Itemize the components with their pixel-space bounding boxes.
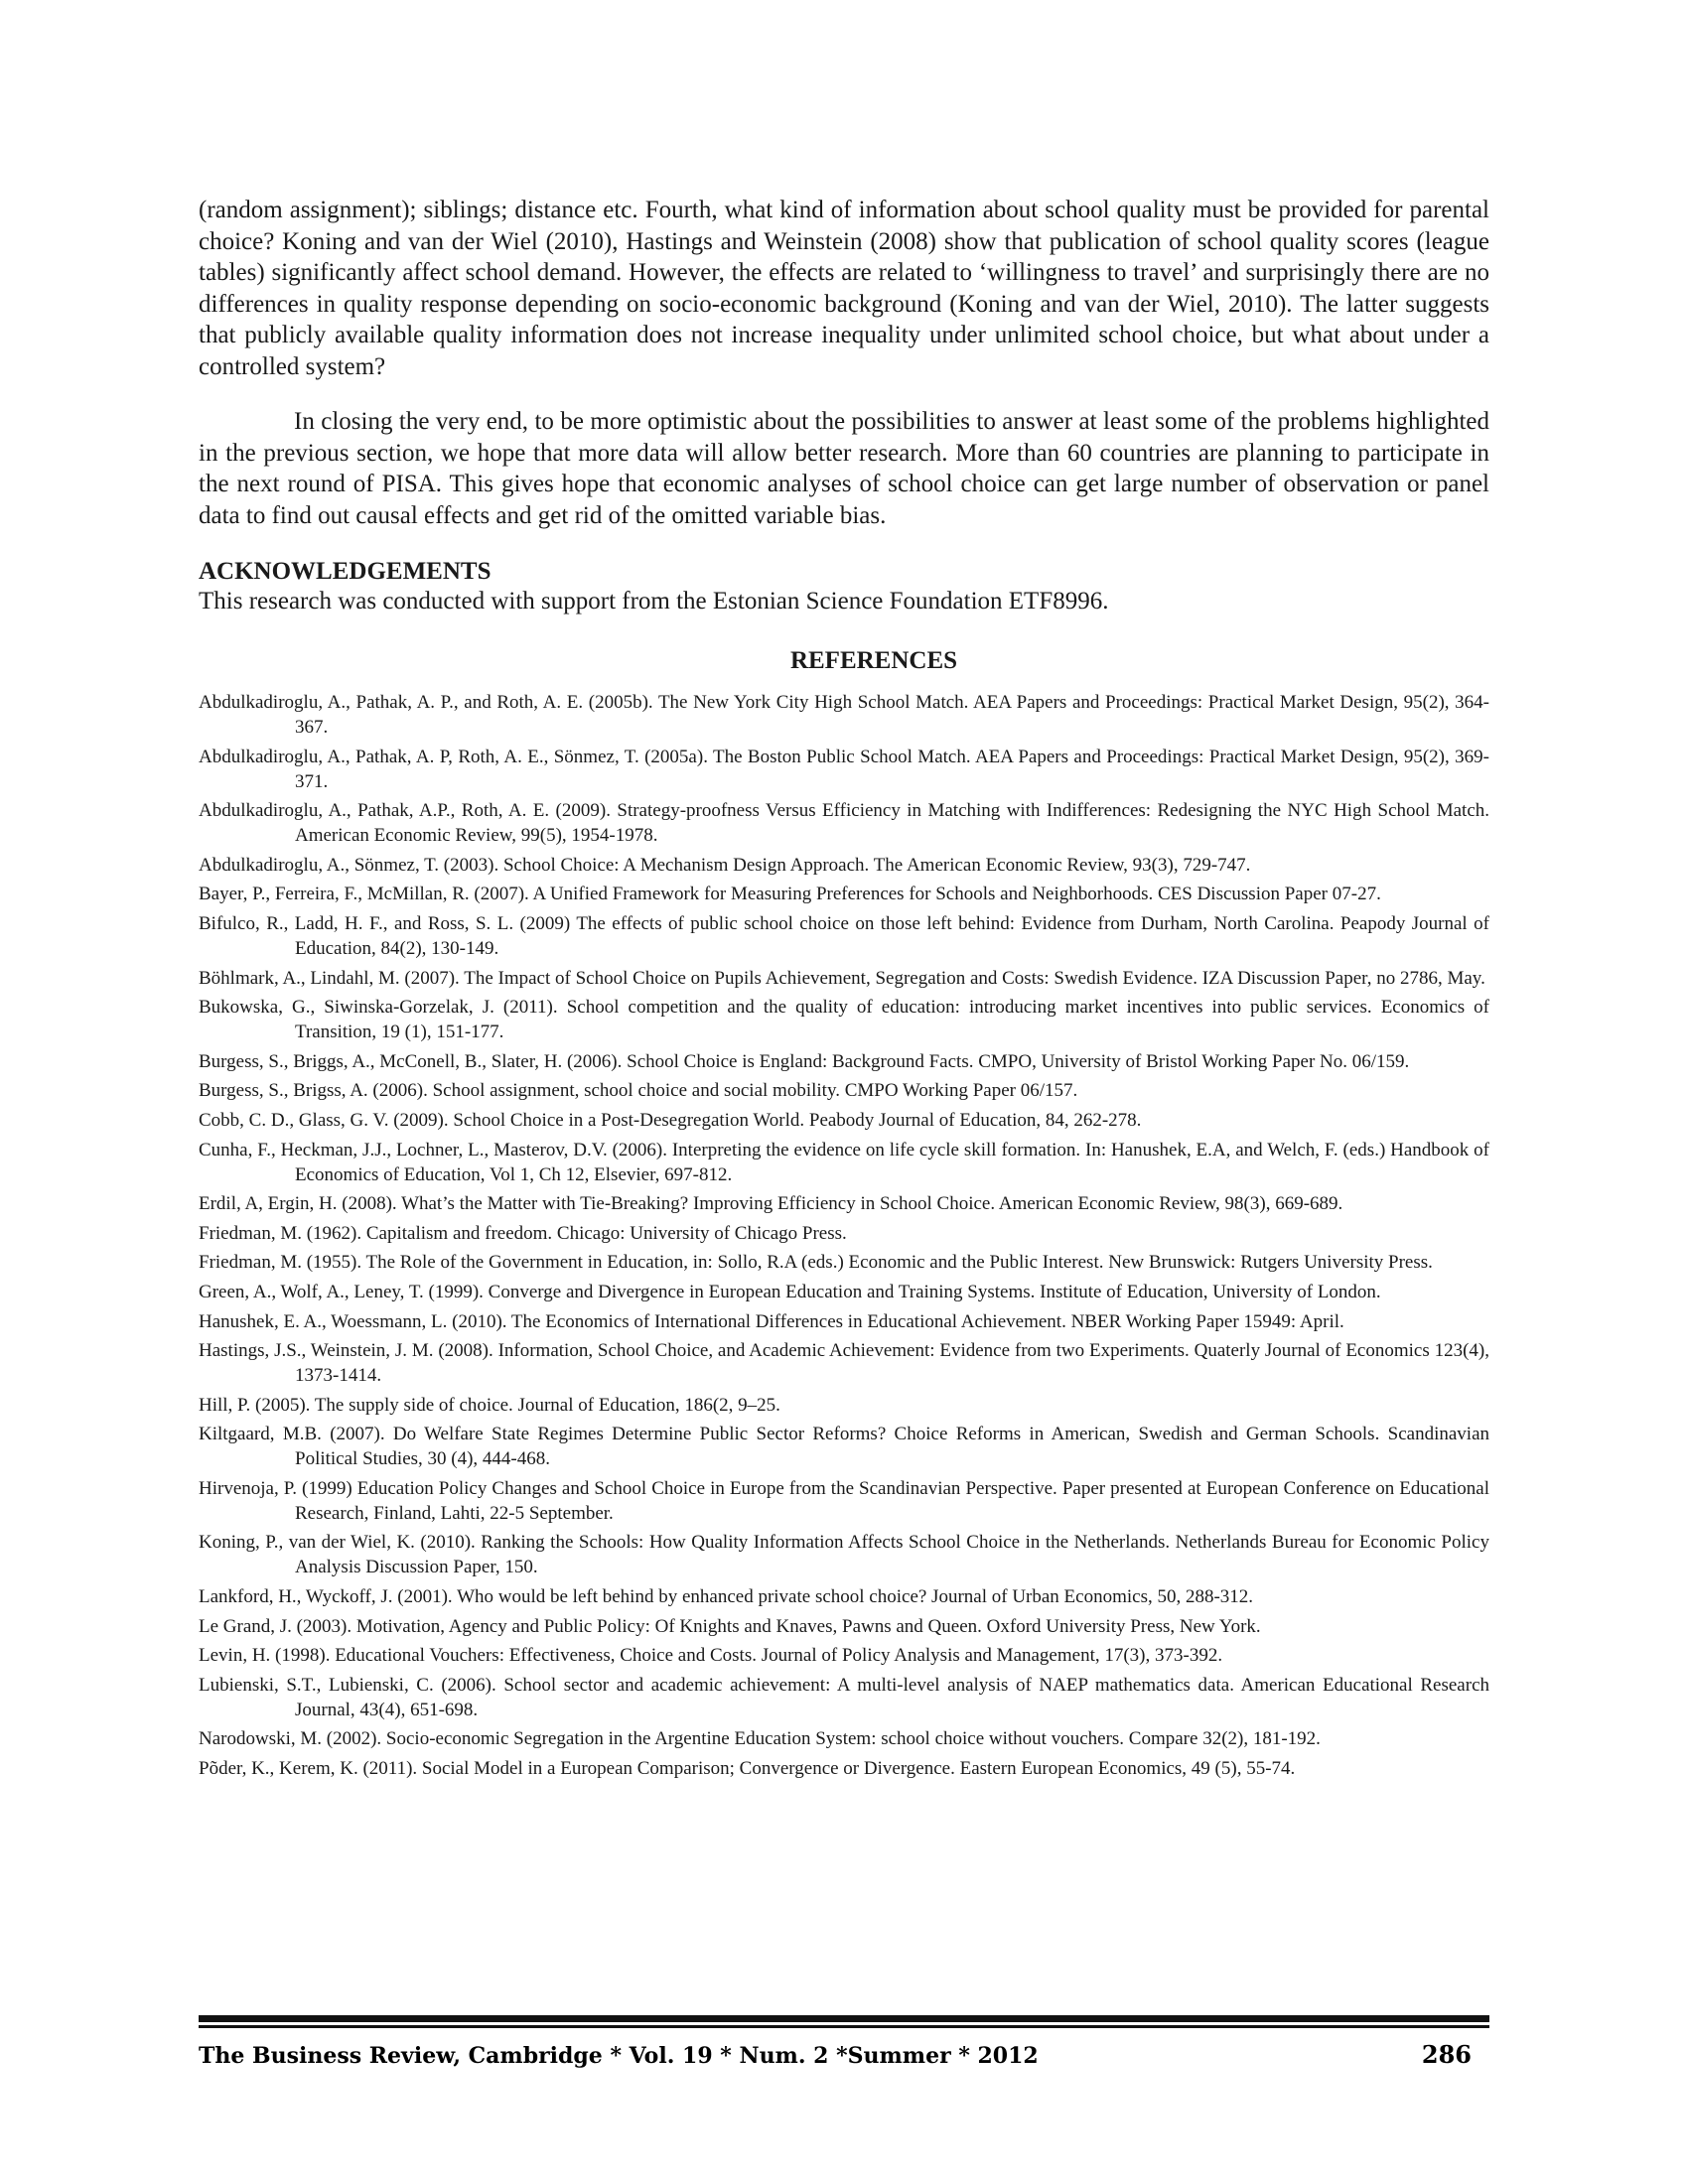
footer-rule-thick	[199, 2015, 1489, 2022]
reference-item: Friedman, M. (1955). The Role of the Government in Education, in: Sollo, R.A (eds.) Economic and the Public Interest. New Brunswick: Rutgers University Press.	[199, 1252, 1433, 1274]
reference-item: Lubienski, S.T., Lubienski, C. (2006). School sector and academic achievement: A multi-level analysis of NAEP mathematics data. American Educational Research Journal, 43(4), 651-698.	[199, 1674, 1489, 1720]
reference-item: Bifulco, R., Ladd, H. F., and Ross, S. L. (2009) The effects of public school choice on those left behind: Evidence from Durham, North Carolina. Peapody Journal of Education, 84(2), 130-149.	[199, 912, 1489, 959]
reference-item: Põder, K., Kerem, K. (2011). Social Model in a European Comparison; Convergence or Divergence. Eastern European Economics, 49 (5), 55-74.	[199, 1758, 1296, 1780]
reference-item: Friedman, M. (1962). Capitalism and freedom. Chicago: University of Chicago Press.	[199, 1222, 847, 1244]
acknowledgements-text: This research was conducted with support from the Estonian Science Foundation ETF8996.	[199, 588, 1109, 614]
references-heading: REFERENCES	[789, 647, 958, 674]
reference-item: Abdulkadiroglu, A., Pathak, A. P, Roth, A. E., Sönmez, T. (2005a). The Boston Public School Match. AEA Papers and Proceedings: Practical Market Design, 95(2), 369-371.	[199, 746, 1489, 792]
reference-item: Le Grand, J. (2003). Motivation, Agency and Public Policy: Of Knights and Knaves, Pawns and Queen. Oxford University Press, New York.	[199, 1615, 1261, 1637]
reference-item: Erdil, A, Ergin, H. (2008). What’s the Matter with Tie-Breaking? Improving Efficiency in School Choice. American Economic Review, 98(3), 669-689.	[199, 1193, 1343, 1215]
body-paragraph-2: In closing the very end, to be more optimistic about the possibilities to answer at least some of the problems highlighted in the previous section, we hope that more data will allow better research. More than 60 countries are planning to participate in the next round of PISA. This gives hope that economic analyses of school choice can get large number of observation or panel data to find out causal effects and get rid of the omitted variable bias.	[199, 408, 1489, 529]
reference-item: Burgess, S., Brigss, A. (2006). School assignment, school choice and social mobility. CMPO Working Paper 06/157.	[199, 1080, 1078, 1102]
reference-item: Narodowski, M. (2002). Socio-economic Segregation in the Argentine Education System: school choice without vouchers. Compare 32(2), 181-192.	[199, 1728, 1321, 1750]
reference-item: Böhlmark, A., Lindahl, M. (2007). The Impact of School Choice on Pupils Achievement, Segregation and Costs: Swedish Evidence. IZA Discussion Paper, no 2786, May.	[199, 967, 1485, 989]
reference-item: Hanushek, E. A., Woessmann, L. (2010). The Economics of International Differences in Educational Achievement. NBER Working Paper 15949: April.	[199, 1310, 1344, 1332]
reference-item: Hastings, J.S., Weinstein, J. M. (2008). Information, School Choice, and Academic Achievement: Evidence from two Experiments. Quaterly Journal of Economics 123(4), 1373-1414.	[199, 1340, 1489, 1387]
reference-item: Levin, H. (1998). Educational Vouchers: Effectiveness, Choice and Costs. Journal of Policy Analysis and Management, 17(3), 373-392.	[199, 1645, 1223, 1667]
reference-item: Hill, P. (2005). The supply side of choice. Journal of Education, 186(2, 9–25.	[199, 1394, 780, 1416]
footer-row	[199, 2040, 1489, 2069]
body-paragraph-1: (random assignment); siblings; distance etc. Fourth, what kind of information about school quality must be provided for parental choice? Koning and van der Wiel (2010), Hastings and Weinstein (2008) show that publication of school quality scores (league tables) significantly affect school demand. However, the effects are related to ‘willingness to travel’ and surprisingly there are no differences in quality response depending on socio-economic background (Koning and van der Wiel, 2010). The latter suggests that publicly available quality information does not increase inequality under unlimited school choice, but what about under a controlled system?	[199, 197, 1489, 380]
reference-item: Abdulkadiroglu, A., Pathak, A.P., Roth, A. E. (2009). Strategy-proofness Versus Efficiency in Matching with Indifferences: Redesigning the NYC High School Match. American Economic Review, 99(5), 1954-1978.	[199, 800, 1489, 847]
reference-item: Cobb, C. D., Glass, G. V. (2009). School Choice in a Post-Desegregation World. Peabody Journal of Education, 84, 262-278.	[199, 1109, 1142, 1131]
page-number: 286	[1421, 2040, 1472, 2069]
footer-journal-info: The Business Review, Cambridge * Vol. 19 * Num. 2 *Summer * 2012	[199, 2043, 1039, 2069]
reference-item: Burgess, S., Briggs, A., McConell, B., Slater, H. (2006). School Choice is England: Background Facts. CMPO, University of Bristol Working Paper No. 06/159.	[199, 1050, 1410, 1072]
reference-item: Lankford, H., Wyckoff, J. (2001). Who would be left behind by enhanced private school choice? Journal of Urban Economics, 50, 288-312.	[199, 1586, 1254, 1608]
reference-item: Bukowska, G., Siwinska-Gorzelak, J. (2011). School competition and the quality of education: introducing market incentives into public services. Economics of Transition, 19 (1), 151-177.	[199, 997, 1489, 1043]
reference-item: Kiltgaard, M.B. (2007). Do Welfare State Regimes Determine Public Sector Reforms? Choice Reforms in American, Swedish and German Schools. Scandinavian Political Studies, 30 (4), 444-468.	[199, 1424, 1489, 1470]
page-content	[199, 195, 1489, 1786]
footer-rule-thin	[199, 2025, 1489, 2028]
reference-item: Bayer, P., Ferreira, F., McMillan, R. (2007). A Unified Framework for Measuring Preferences for Schools and Neighborhoods. CES Discussion Paper 07-27.	[199, 884, 1381, 905]
reference-item: Koning, P., van der Wiel, K. (2010). Ranking the Schools: How Quality Information Affects School Choice in the Netherlands. Netherlands Bureau for Economic Policy Analysis Discussion Paper, 150.	[199, 1532, 1489, 1578]
reference-item: Green, A., Wolf, A., Leney, T. (1999). Converge and Divergence in European Education and Training Systems. Institute of Education, University of London.	[199, 1281, 1381, 1302]
reference-item: Cunha, F., Heckman, J.J., Lochner, L., Masterov, D.V. (2006). Interpreting the evidence on life cycle skill formation. In: Hanushek, E.A, and Welch, F. (eds.) Handbook of Economics of Education, Vol 1, Ch 12, Elsevier, 697-812.	[199, 1139, 1489, 1185]
reference-item: Abdulkadiroglu, A., Pathak, A. P., and Roth, A. E. (2005b). The New York City High School Match. AEA Papers and Proceedings: Practical Market Design, 95(2), 364-367.	[199, 692, 1489, 738]
reference-item: Abdulkadiroglu, A., Sönmez, T. (2003). School Choice: A Mechanism Design Approach. The American Economic Review, 93(3), 729-747.	[199, 854, 1251, 876]
acknowledgements-heading: ACKNOWLEDGEMENTS	[199, 558, 492, 585]
references-list	[199, 690, 1489, 1781]
page-footer	[199, 2015, 1489, 2069]
reference-item: Hirvenoja, P. (1999) Education Policy Changes and School Choice in Europe from the Scandinavian Perspective. Paper presented at European Conference on Educational Research, Finland, Lahti, 22-5 September.	[199, 1477, 1489, 1524]
